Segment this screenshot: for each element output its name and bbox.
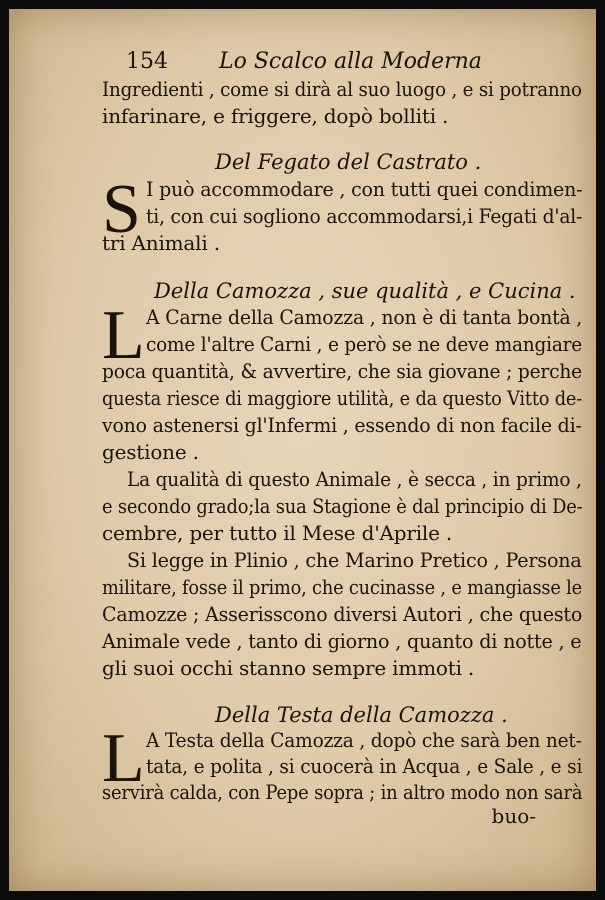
text-line: gestione . xyxy=(102,440,199,464)
dropcap-initial: L xyxy=(102,720,145,797)
catchword: buo- xyxy=(491,804,536,828)
page-number: 154 xyxy=(126,49,168,74)
text-line: come l'altre Carni , e però se ne deve mangiare xyxy=(146,332,583,356)
text-line: Animale vede , tanto di giorno , quanto di notte , e xyxy=(102,629,582,653)
text-line: e secondo grado;la sua Stagione è dal principio di De- xyxy=(102,494,583,518)
text-line: gli suoi occhi stanno sempre immoti . xyxy=(102,656,475,680)
text-line: cembre, per tutto il Mese d'Aprile . xyxy=(102,521,453,545)
text-line: Ingredienti , come si dirà al suo luogo , e si potranno xyxy=(102,77,582,101)
text-line: A Carne della Camozza , non è di tanta bontà , xyxy=(146,305,583,329)
text-line: tri Animali . xyxy=(102,231,220,255)
text-line: Si legge in Plinio , che Marino Pretico , Persona xyxy=(127,548,582,572)
text-line: servirà calda, con Pepe sopra ; in altro modo non sarà xyxy=(102,780,583,804)
text-line: questa riesce di maggiore utilità, e da questo Vitto de- xyxy=(102,386,583,410)
text-line: poca quantità, & avvertire, che sia giovane ; perche xyxy=(102,359,582,383)
text-line: A Testa della Camozza , dopò che sarà ben net- xyxy=(146,728,582,752)
running-title: Lo Scalco alla Moderna xyxy=(219,49,482,74)
text-line: La qualità di questo Animale , è secca , in primo , xyxy=(127,467,582,491)
dropcap-initial: S xyxy=(102,171,141,248)
dropcap-initial: L xyxy=(102,297,145,374)
text-line: vono astenersi gl'Infermi , essendo di non facile di- xyxy=(102,413,582,437)
book-page xyxy=(9,9,596,891)
text-line: militare, fosse il primo, che cucinasse , e mangiasse le xyxy=(102,575,582,599)
section-heading: Della Camozza , sue qualità , e Cucina . xyxy=(154,279,576,303)
text-line: tata, e polita , si cuocerà in Acqua , e Sale , e si xyxy=(146,754,583,778)
text-line: ti, con cui sogliono accommodarsi,i Fegati d'al- xyxy=(146,204,583,228)
text-line: Camozze ; Asserisscono diversi Autori , che questo xyxy=(102,602,583,626)
section-heading: Del Fegato del Castrato . xyxy=(215,150,482,174)
section-heading: Della Testa della Camozza . xyxy=(215,703,508,727)
text-line: I può accommodare , con tutti quei condimen- xyxy=(146,177,583,201)
text-line: infarinare, e friggere, dopò bolliti . xyxy=(102,104,449,128)
